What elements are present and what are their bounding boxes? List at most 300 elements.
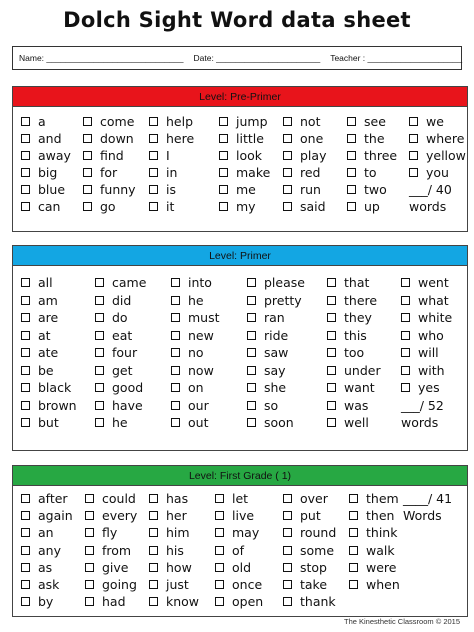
word-label: soon (264, 415, 294, 431)
word-item (401, 327, 452, 345)
checkbox[interactable] (349, 511, 358, 520)
checkbox[interactable] (95, 313, 104, 322)
word-label: blue (38, 182, 66, 197)
word-item (21, 309, 77, 327)
first-grade-column (21, 490, 73, 610)
checkbox[interactable] (327, 296, 336, 305)
primer-column (401, 274, 452, 397)
checkbox[interactable] (219, 134, 228, 143)
word-item (21, 164, 71, 181)
word-count (403, 490, 452, 524)
word-item (85, 593, 137, 610)
primer-column (247, 274, 305, 432)
checkbox[interactable] (171, 418, 180, 427)
checkbox[interactable] (21, 202, 30, 211)
word-label: an (38, 525, 54, 541)
word-label: here (166, 131, 195, 146)
checkbox[interactable] (219, 168, 228, 177)
checkbox[interactable] (401, 331, 410, 340)
word-item (283, 593, 336, 610)
word-label: is (166, 182, 176, 197)
checkbox[interactable] (95, 348, 104, 357)
checkbox[interactable] (83, 117, 92, 126)
word-item (85, 559, 137, 576)
checkbox[interactable] (215, 563, 224, 572)
word-item (149, 542, 199, 559)
word-item (21, 327, 77, 345)
checkbox[interactable] (347, 185, 356, 194)
word-item (21, 362, 77, 380)
word-item (21, 542, 73, 559)
first-grade-word-grid (13, 490, 467, 618)
word-item (85, 524, 137, 541)
word-label: just (166, 577, 189, 593)
word-label: go (100, 199, 116, 214)
checkbox[interactable] (21, 313, 30, 322)
word-label: of (232, 542, 245, 558)
checkbox[interactable] (283, 185, 292, 194)
word-item (219, 130, 270, 147)
checkbox[interactable] (247, 348, 256, 357)
word-item (149, 113, 194, 130)
checkbox[interactable] (283, 202, 292, 211)
word-label: in (166, 165, 178, 180)
word-item (327, 344, 381, 362)
word-label: who (418, 327, 444, 343)
word-item (401, 292, 452, 310)
word-item (247, 344, 305, 362)
word-label: as (38, 559, 53, 575)
checkbox[interactable] (401, 383, 410, 392)
word-item (219, 181, 270, 198)
checkbox[interactable] (215, 546, 224, 555)
checkbox[interactable] (95, 418, 104, 427)
checkbox[interactable] (327, 278, 336, 287)
word-label: from (102, 542, 132, 558)
checkbox[interactable] (21, 418, 30, 427)
word-label: I (166, 148, 170, 163)
primer-heading: Level: Primer (13, 246, 467, 266)
word-label: there (344, 292, 378, 308)
checkbox[interactable] (85, 597, 94, 606)
word-label: they (344, 310, 372, 326)
checkbox[interactable] (95, 383, 104, 392)
word-label: could (102, 491, 136, 507)
checkbox[interactable] (347, 151, 356, 160)
checkbox[interactable] (327, 383, 336, 392)
checkbox[interactable] (95, 278, 104, 287)
word-label: round (300, 525, 337, 541)
checkbox[interactable] (247, 401, 256, 410)
word-label: live (232, 508, 255, 524)
checkbox[interactable] (283, 511, 292, 520)
word-item (171, 309, 220, 327)
checkbox[interactable] (83, 185, 92, 194)
checkbox[interactable] (85, 494, 94, 503)
checkbox[interactable] (149, 597, 158, 606)
checkbox[interactable] (283, 580, 292, 589)
checkbox[interactable] (247, 366, 256, 375)
count-blank[interactable]: ____/ 41 (403, 491, 453, 507)
checkbox[interactable] (83, 134, 92, 143)
checkbox[interactable] (149, 563, 158, 572)
checkbox[interactable] (149, 528, 158, 537)
word-item (149, 147, 194, 164)
word-item (171, 274, 220, 292)
checkbox[interactable] (347, 134, 356, 143)
word-item (349, 559, 400, 576)
checkbox[interactable] (95, 331, 104, 340)
word-label: not (300, 114, 321, 129)
word-label: he (112, 415, 128, 431)
checkbox[interactable] (327, 366, 336, 375)
word-label: pretty (264, 292, 302, 308)
primer-column (327, 274, 381, 432)
word-label: with (418, 362, 445, 378)
word-label: can (38, 199, 61, 214)
count-blank[interactable]: ___/ 40 (409, 182, 452, 197)
checkbox[interactable] (21, 117, 30, 126)
checkbox[interactable] (283, 168, 292, 177)
first-grade-section (12, 465, 468, 617)
checkbox[interactable] (283, 563, 292, 572)
checkbox[interactable] (21, 331, 30, 340)
word-label: came (112, 275, 147, 291)
checkbox[interactable] (247, 383, 256, 392)
word-label: away (38, 148, 71, 163)
word-label: will (418, 345, 439, 361)
checkbox[interactable] (409, 134, 418, 143)
checkbox[interactable] (215, 528, 224, 537)
checkbox[interactable] (21, 401, 30, 410)
checkbox[interactable] (149, 511, 158, 520)
word-item (283, 559, 336, 576)
word-item (95, 344, 146, 362)
checkbox[interactable] (21, 383, 30, 392)
checkbox[interactable] (21, 168, 30, 177)
checkbox[interactable] (171, 296, 180, 305)
checkbox[interactable] (247, 278, 256, 287)
word-item (283, 542, 336, 559)
word-item (283, 113, 326, 130)
word-label: am (38, 292, 58, 308)
preprimer-column (149, 113, 194, 215)
word-label: give (102, 559, 129, 575)
word-item (347, 147, 397, 164)
primer-column (21, 274, 77, 432)
word-count (409, 181, 452, 215)
checkbox[interactable] (219, 117, 228, 126)
checkbox[interactable] (95, 401, 104, 410)
word-item (347, 113, 397, 130)
checkbox[interactable] (149, 117, 158, 126)
checkbox[interactable] (21, 366, 30, 375)
preprimer-column (347, 113, 397, 215)
word-label: on (188, 380, 204, 396)
word-item (247, 274, 305, 292)
word-label: my (236, 199, 256, 214)
checkbox[interactable] (21, 494, 30, 503)
checkbox[interactable] (401, 296, 410, 305)
checkbox[interactable] (85, 546, 94, 555)
checkbox[interactable] (283, 151, 292, 160)
checkbox[interactable] (21, 511, 30, 520)
checkbox[interactable] (247, 313, 256, 322)
first-grade-column (149, 490, 199, 610)
checkbox[interactable] (21, 563, 30, 572)
word-item (327, 274, 381, 292)
preprimer-column (219, 113, 270, 215)
checkbox[interactable] (283, 528, 292, 537)
checkbox[interactable] (401, 366, 410, 375)
checkbox[interactable] (95, 366, 104, 375)
word-label: one (300, 131, 324, 146)
word-label: up (364, 199, 380, 214)
checkbox[interactable] (149, 546, 158, 555)
checkbox[interactable] (85, 563, 94, 572)
word-label: had (102, 594, 126, 610)
preprimer-column (409, 113, 466, 181)
word-label: want (344, 380, 375, 396)
checkbox[interactable] (247, 331, 256, 340)
page-title: Dolch Sight Word data sheet (63, 8, 411, 32)
word-label: after (38, 491, 68, 507)
checkbox[interactable] (21, 348, 30, 357)
word-item (215, 593, 263, 610)
word-item (85, 490, 137, 507)
checkbox[interactable] (149, 134, 158, 143)
checkbox[interactable] (215, 511, 224, 520)
word-label: this (344, 327, 367, 343)
word-label: jump (236, 114, 268, 129)
checkbox[interactable] (327, 348, 336, 357)
checkbox[interactable] (349, 528, 358, 537)
word-item (95, 414, 146, 432)
word-label: big (38, 165, 58, 180)
word-label: say (264, 362, 286, 378)
checkbox[interactable] (283, 494, 292, 503)
word-label: red (300, 165, 321, 180)
word-item (247, 397, 305, 415)
checkbox[interactable] (283, 134, 292, 143)
word-item (21, 559, 73, 576)
copyright-footer: The Kinesthetic Classroom © 2015 (344, 617, 460, 626)
checkbox[interactable] (349, 563, 358, 572)
checkbox[interactable] (149, 494, 158, 503)
checkbox[interactable] (283, 117, 292, 126)
checkbox[interactable] (21, 580, 30, 589)
word-label: she (264, 380, 287, 396)
checkbox[interactable] (327, 418, 336, 427)
word-label: have (112, 397, 143, 413)
word-label: him (166, 525, 190, 541)
checkbox[interactable] (247, 418, 256, 427)
word-label: he (188, 292, 204, 308)
word-item (149, 559, 199, 576)
checkbox[interactable] (215, 494, 224, 503)
word-label: know (166, 594, 200, 610)
word-label: by (38, 594, 54, 610)
word-label: be (38, 362, 54, 378)
word-label: may (232, 525, 260, 541)
checkbox[interactable] (83, 151, 92, 160)
word-label: little (236, 131, 264, 146)
word-label: again (38, 508, 73, 524)
word-item (171, 327, 220, 345)
word-item (171, 292, 220, 310)
checkbox[interactable] (219, 151, 228, 160)
checkbox[interactable] (171, 366, 180, 375)
checkbox[interactable] (171, 401, 180, 410)
date-field[interactable]: Date: ______________________ (193, 53, 321, 63)
checkbox[interactable] (283, 597, 292, 606)
word-item (283, 524, 336, 541)
checkbox[interactable] (401, 313, 410, 322)
checkbox[interactable] (171, 278, 180, 287)
checkbox[interactable] (347, 168, 356, 177)
word-label: out (188, 415, 209, 431)
word-item (219, 164, 270, 181)
primer-section (12, 245, 468, 451)
word-item (83, 198, 136, 215)
word-item (327, 414, 381, 432)
word-item (149, 490, 199, 507)
word-label: open (232, 594, 264, 610)
word-item (247, 379, 305, 397)
checkbox[interactable] (149, 151, 158, 160)
checkbox[interactable] (247, 296, 256, 305)
checkbox[interactable] (21, 278, 30, 287)
word-label: put (300, 508, 321, 524)
word-item (283, 490, 336, 507)
word-item (349, 524, 400, 541)
checkbox[interactable] (349, 546, 358, 555)
word-item (215, 576, 263, 593)
word-item (247, 327, 305, 345)
checkbox[interactable] (401, 278, 410, 287)
checkbox[interactable] (219, 202, 228, 211)
checkbox[interactable] (85, 580, 94, 589)
checkbox[interactable] (95, 296, 104, 305)
checkbox[interactable] (21, 546, 30, 555)
word-label: under (344, 362, 381, 378)
checkbox[interactable] (347, 202, 356, 211)
checkbox[interactable] (401, 348, 410, 357)
checkbox[interactable] (21, 597, 30, 606)
word-item (21, 344, 77, 362)
checkbox[interactable] (21, 151, 30, 160)
checkbox[interactable] (349, 580, 358, 589)
checkbox[interactable] (85, 528, 94, 537)
word-item (283, 164, 326, 181)
checkbox[interactable] (83, 202, 92, 211)
word-label: please (264, 275, 305, 291)
checkbox[interactable] (409, 168, 418, 177)
word-label: see (364, 114, 386, 129)
word-label: her (166, 508, 187, 524)
word-label: some (300, 542, 335, 558)
word-item (149, 181, 194, 198)
word-label: and (38, 131, 62, 146)
checkbox[interactable] (327, 313, 336, 322)
checkbox[interactable] (219, 185, 228, 194)
word-item (21, 181, 71, 198)
word-label: let (232, 491, 249, 507)
checkbox[interactable] (149, 168, 158, 177)
student-info-bar (12, 46, 462, 70)
checkbox[interactable] (347, 117, 356, 126)
checkbox[interactable] (21, 134, 30, 143)
word-label: must (188, 310, 220, 326)
word-item (327, 362, 381, 380)
checkbox[interactable] (149, 185, 158, 194)
word-item (171, 379, 220, 397)
word-item (95, 362, 146, 380)
word-label: ride (264, 327, 289, 343)
word-item (247, 362, 305, 380)
checkbox[interactable] (283, 546, 292, 555)
checkbox[interactable] (149, 202, 158, 211)
checkbox[interactable] (171, 313, 180, 322)
checkbox[interactable] (409, 117, 418, 126)
checkbox[interactable] (409, 151, 418, 160)
word-label: fly (102, 525, 118, 541)
checkbox[interactable] (21, 296, 30, 305)
word-label: funny (100, 182, 136, 197)
word-label: we (426, 114, 444, 129)
checkbox[interactable] (171, 383, 180, 392)
word-label: get (112, 362, 133, 378)
checkbox[interactable] (21, 528, 30, 537)
word-label: run (300, 182, 321, 197)
word-item (247, 414, 305, 432)
checkbox[interactable] (327, 331, 336, 340)
word-label: are (38, 310, 59, 326)
word-item (215, 542, 263, 559)
checkbox[interactable] (215, 580, 224, 589)
checkbox[interactable] (349, 494, 358, 503)
word-item (219, 198, 270, 215)
word-label: his (166, 542, 184, 558)
word-label: all (38, 275, 53, 291)
word-item (83, 130, 136, 147)
checkbox[interactable] (83, 168, 92, 177)
word-label: too (344, 345, 365, 361)
checkbox[interactable] (327, 401, 336, 410)
word-item (283, 576, 336, 593)
checkbox[interactable] (21, 185, 30, 194)
preprimer-column (83, 113, 136, 215)
word-item (215, 524, 263, 541)
teacher-field[interactable]: Teacher : ____________________ (330, 53, 463, 63)
word-label: ask (38, 577, 60, 593)
word-label: them (366, 491, 399, 507)
checkbox[interactable] (171, 331, 180, 340)
word-item (21, 130, 71, 147)
name-field[interactable]: Name: _____________________________ (19, 53, 184, 63)
checkbox[interactable] (171, 348, 180, 357)
word-label: new (188, 327, 214, 343)
word-label: find (100, 148, 124, 163)
word-label: yes (418, 380, 440, 396)
word-label: well (344, 415, 369, 431)
checkbox[interactable] (85, 511, 94, 520)
word-item (215, 507, 263, 524)
count-blank[interactable]: ___/ 52 (401, 397, 444, 413)
word-item (21, 274, 77, 292)
checkbox[interactable] (215, 597, 224, 606)
checkbox[interactable] (149, 580, 158, 589)
